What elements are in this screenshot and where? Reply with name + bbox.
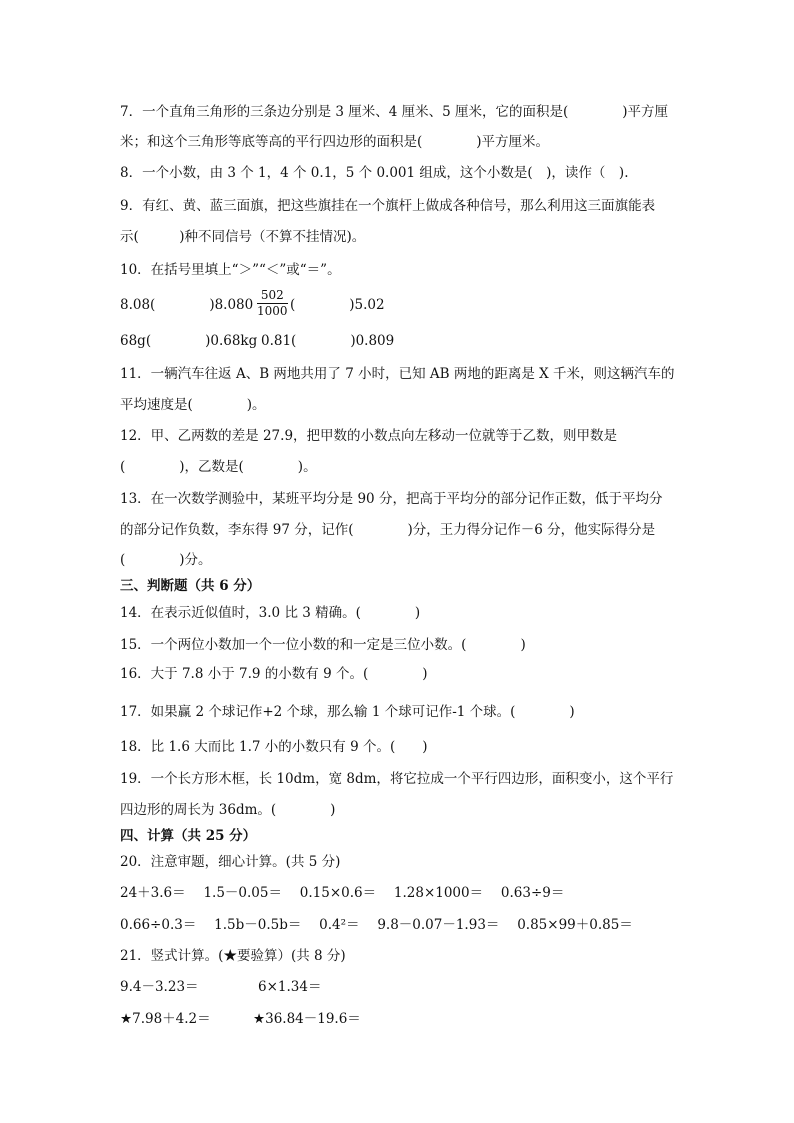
question-11-line-2: 平均速度是( )。 — [120, 397, 266, 413]
question-13-line-1: 13．在一次数学测验中，某班平均分是 90 分，把高于平均分的部分记作正数，低于平均分 — [120, 491, 663, 507]
fraction-numerator: 502 — [257, 288, 288, 304]
question-17: 17．如果赢 2 个球记作+2 个球，那么输 1 个球可记作-1 个球。( ) — [120, 704, 575, 720]
question-13-line-3: ( )分。 — [120, 552, 212, 568]
section-4-heading: 四、计算（共 25 分） — [120, 828, 257, 844]
section-3-heading: 三、判断题（共 6 分） — [120, 578, 261, 594]
question-21-item-d: ★36.84－19.6＝ — [253, 1011, 361, 1027]
question-21-instruction: 21．竖式计算。(★要验算）(共 8 分) — [120, 948, 346, 964]
question-13-line-2: 的部分记作负数，李东得 97 分，记作( )分，王力得分记作－6 分，他实际得分是 — [120, 522, 656, 538]
question-20-row-2: 0.66÷0.3＝ 1.5b－0.5b＝ 0.4²＝ 9.8－0.07－1.93＝ 0.85×99＋0.85＝ — [120, 917, 633, 933]
question-11-line-1: 11．一辆汽车往返 A、B 两地共用了 7 小时，已知 AB 两地的距离是 X 千米，则这辆汽车的 — [120, 366, 675, 382]
question-9-line-2: 示( )种不同信号（不算不挂情况)。 — [120, 229, 366, 245]
question-12-line-1: 12．甲、乙两数的差是 27.9，把甲数的小数点向左移动一位就等于乙数，则甲数是 — [120, 428, 618, 444]
question-21-item-a: 9.4－3.23＝ — [120, 979, 199, 995]
question-7-line-1: 7．一个直角三角形的三条边分别是 3 厘米、4 厘米、5 厘米，它的面积是( )平方厘 — [120, 104, 669, 120]
question-10-item-d: 0.81( )0.809 — [261, 333, 395, 349]
question-14: 14．在表示近似值时，3.0 比 3 精确。( ) — [120, 605, 421, 621]
question-19-line-2: 四边形的周长为 36dm。( ) — [120, 802, 336, 818]
question-20-instruction: 20．注意审题，细心计算。(共 5 分) — [120, 854, 341, 870]
question-16: 16．大于 7.8 小于 7.9 的小数有 9 个。( ) — [120, 666, 428, 682]
question-20-row-1: 24＋3.6＝ 1.5－0.05＝ 0.15×0.6＝ 1.28×1000＝ 0.63÷9＝ — [120, 885, 565, 901]
question-10-item-b: ( )5.02 — [290, 297, 385, 313]
question-9-line-1: 9．有红、黄、蓝三面旗，把这些旗挂在一个旗杆上做成各种信号，那么利用这三面旗能表 — [120, 198, 656, 214]
question-10-item-a: 8.08( )8.080 — [120, 297, 254, 313]
question-21-item-c: ★7.98＋4.2＝ — [120, 1011, 211, 1027]
question-8: 8．一个小数，由 3 个 1，4 个 0.1，5 个 0.001 组成，这个小数是( )，读作（ ). — [120, 165, 629, 181]
question-21-item-b: 6×1.34＝ — [258, 979, 322, 995]
fraction — [257, 288, 288, 319]
question-12-line-2: ( )，乙数是( )。 — [120, 459, 317, 475]
question-7-line-2: 米；和这个三角形等底等高的平行四边形的面积是( )平方厘米。 — [120, 134, 550, 150]
fraction-denominator: 1000 — [257, 304, 288, 318]
question-15: 15．一个两位小数加一个一位小数的和一定是三位小数。( ) — [120, 637, 526, 653]
question-19-line-1: 19．一个长方形木框，长 10dm，宽 8dm，将它拉成一个平行四边形，面积变小，这个平行 — [120, 771, 674, 787]
question-10-instruction: 10．在括号里填上“＞”“＜”或“＝”。 — [120, 262, 341, 278]
question-18: 18．比 1.6 大而比 1.7 小的小数只有 9 个。( ) — [120, 739, 428, 755]
question-10-item-c: 68g( )0.68kg — [120, 333, 258, 349]
